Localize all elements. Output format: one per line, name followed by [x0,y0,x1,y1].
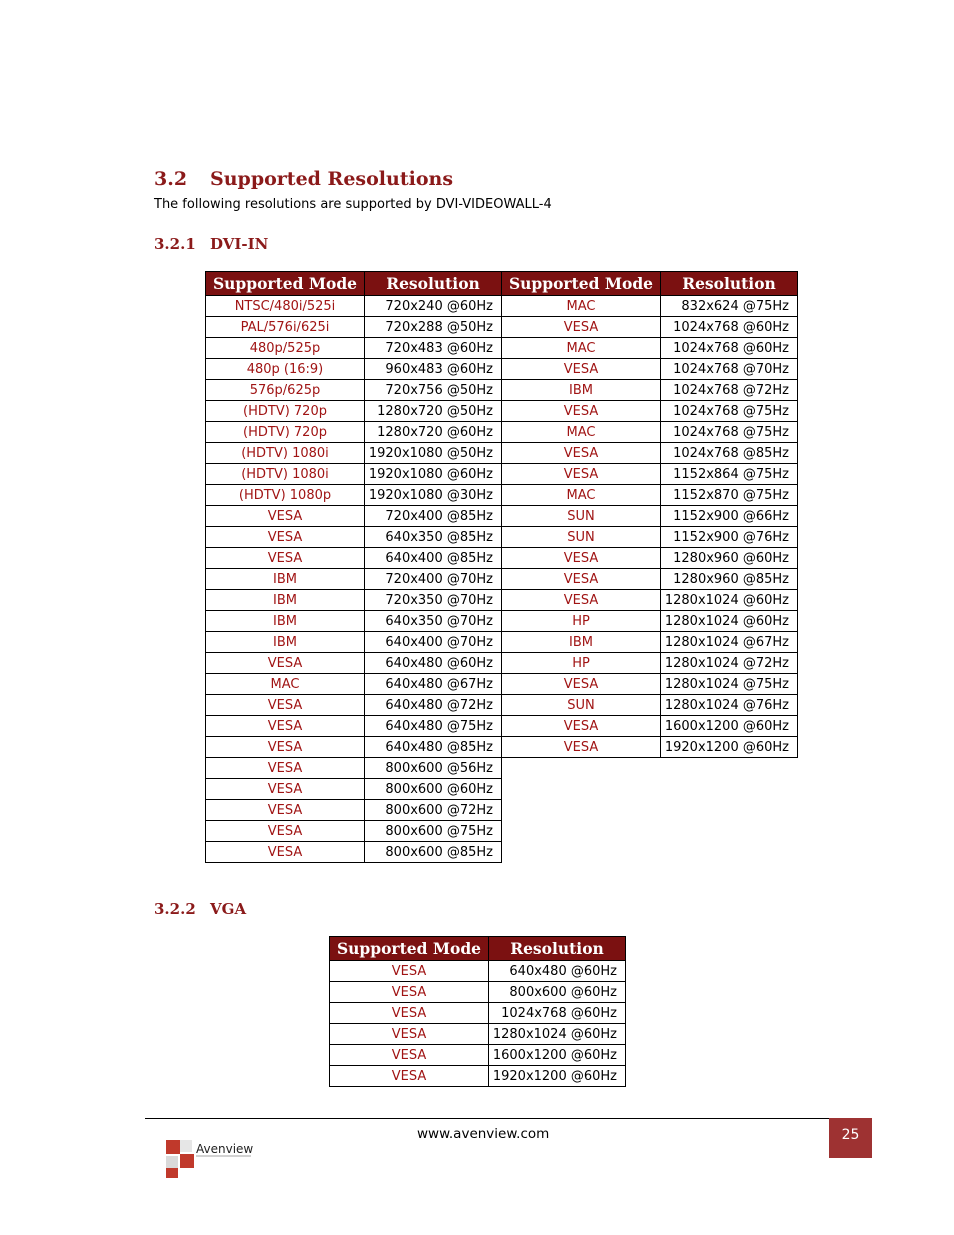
table-row [206,338,502,359]
mode-cell: IBM [206,632,365,653]
mode-cell: VESA [206,758,365,779]
table-row [502,380,798,401]
resolution-cell: 1600x1200 @60Hz [489,1045,626,1066]
mode-cell: VESA [502,548,661,569]
mode-cell: NTSC/480i/525i [206,296,365,317]
resolution-cell: 640x480 @67Hz [365,674,502,695]
resolution-cell: 800x600 @72Hz [365,800,502,821]
mode-cell: VESA [502,674,661,695]
mode-cell: VESA [330,1066,489,1087]
resolution-cell: 1024x768 @85Hz [661,443,798,464]
dvi-table-right [501,271,798,758]
resolution-cell: 1600x1200 @60Hz [661,716,798,737]
mode-cell: VESA [206,842,365,863]
mode-cell: VESA [330,961,489,982]
resolution-cell: 800x600 @60Hz [489,982,626,1003]
table-row [502,716,798,737]
mode-cell: MAC [502,422,661,443]
vga-number: 3.2.2 [154,900,196,918]
table-row [206,695,502,716]
resolution-cell: 640x400 @85Hz [365,548,502,569]
mode-cell: IBM [206,590,365,611]
mode-cell: VESA [206,653,365,674]
mode-cell: HP [502,653,661,674]
table-row [206,800,502,821]
dvi-table-left [205,271,502,863]
resolution-cell: 1152x864 @75Hz [661,464,798,485]
mode-cell: VESA [206,527,365,548]
resolution-cell: 1280x960 @60Hz [661,548,798,569]
mode-cell: VESA [502,464,661,485]
table-row [206,506,502,527]
header-resolution: Resolution [365,272,502,296]
table-row [502,737,798,758]
table-row [206,653,502,674]
table-row [206,632,502,653]
resolution-cell: 1920x1080 @60Hz [365,464,502,485]
mode-cell: MAC [502,296,661,317]
resolution-cell: 720x288 @50Hz [365,317,502,338]
mode-cell: VESA [206,716,365,737]
table-row [502,401,798,422]
table-row [206,296,502,317]
mode-cell: VESA [206,506,365,527]
table-row [206,401,502,422]
table-row [206,443,502,464]
mode-cell: MAC [502,338,661,359]
vga-title: VGA [210,900,247,918]
mode-cell: MAC [502,485,661,506]
table-row [502,359,798,380]
resolution-cell: 640x480 @85Hz [365,737,502,758]
table-row [206,821,502,842]
mode-cell: VESA [502,737,661,758]
mode-cell: VESA [206,737,365,758]
resolution-cell: 720x350 @70Hz [365,590,502,611]
mode-cell: VESA [330,1003,489,1024]
resolution-cell: 1280x1024 @60Hz [489,1024,626,1045]
table-row [502,296,798,317]
mode-cell: 576p/625p [206,380,365,401]
table-row [206,590,502,611]
footer-divider [145,1118,871,1119]
mode-cell: MAC [206,674,365,695]
mode-cell: IBM [502,380,661,401]
mode-cell: VESA [206,548,365,569]
header-supported-mode: Supported Mode [502,272,661,296]
page-number: 25 [829,1118,872,1158]
mode-cell: (HDTV) 1080i [206,464,365,485]
vga-table [329,936,626,1087]
resolution-cell: 640x350 @85Hz [365,527,502,548]
resolution-cell: 720x400 @70Hz [365,569,502,590]
section-title: Supported Resolutions [210,168,454,190]
table-row [502,527,798,548]
table-row [206,842,502,863]
resolution-cell: 1280x1024 @76Hz [661,695,798,716]
table-row [502,632,798,653]
resolution-cell: 1280x720 @50Hz [365,401,502,422]
table-row [502,338,798,359]
resolution-cell: 1280x720 @60Hz [365,422,502,443]
mode-cell: VESA [330,1024,489,1045]
table-row [330,961,626,982]
mode-cell: VESA [502,569,661,590]
mode-cell: IBM [206,569,365,590]
resolution-cell: 1152x900 @66Hz [661,506,798,527]
table-row [330,1024,626,1045]
mode-cell: VESA [206,821,365,842]
resolution-cell: 640x480 @60Hz [489,961,626,982]
resolution-cell: 1280x1024 @60Hz [661,590,798,611]
table-row [502,506,798,527]
resolution-cell: 1280x1024 @67Hz [661,632,798,653]
resolution-cell: 1024x768 @60Hz [661,317,798,338]
table-row [206,464,502,485]
resolution-cell: 1280x960 @85Hz [661,569,798,590]
resolution-cell: 640x350 @70Hz [365,611,502,632]
mode-cell: VESA [502,443,661,464]
resolution-cell: 832x624 @75Hz [661,296,798,317]
mode-cell: VESA [206,800,365,821]
mode-cell: 480p/525p [206,338,365,359]
table-row [206,548,502,569]
resolution-cell: 1024x768 @60Hz [661,338,798,359]
table-row [502,464,798,485]
resolution-cell: 720x400 @85Hz [365,506,502,527]
table-row [502,548,798,569]
table-row [502,674,798,695]
mode-cell: VESA [330,1045,489,1066]
mode-cell: (HDTV) 1080p [206,485,365,506]
intro-text: The following resolutions are supported by DVI-VIDEOWALL-4 [154,197,552,212]
mode-cell: SUN [502,695,661,716]
table-row [206,359,502,380]
mode-cell: SUN [502,506,661,527]
resolution-cell: 1920x1200 @60Hz [489,1066,626,1087]
resolution-cell: 1920x1080 @50Hz [365,443,502,464]
table-row [206,674,502,695]
mode-cell: HP [502,611,661,632]
resolution-cell: 800x600 @75Hz [365,821,502,842]
resolution-cell: 640x480 @75Hz [365,716,502,737]
resolution-cell: 1152x900 @76Hz [661,527,798,548]
table-row [502,485,798,506]
header-supported-mode: Supported Mode [330,937,489,961]
resolution-cell: 720x483 @60Hz [365,338,502,359]
table-row [330,982,626,1003]
logo-text: Avenview [196,1142,254,1156]
resolution-cell: 800x600 @60Hz [365,779,502,800]
mode-cell: SUN [502,527,661,548]
resolution-cell: 720x756 @50Hz [365,380,502,401]
resolution-cell: 1024x768 @72Hz [661,380,798,401]
section-heading [154,168,453,190]
table-row [502,590,798,611]
mode-cell: IBM [206,611,365,632]
table-row [502,653,798,674]
table-row [206,422,502,443]
resolution-cell: 640x400 @70Hz [365,632,502,653]
mode-cell: VESA [330,982,489,1003]
dvi-title: DVI-IN [210,235,269,253]
mode-cell: VESA [502,716,661,737]
resolution-cell: 1024x768 @60Hz [489,1003,626,1024]
table-row [206,380,502,401]
mode-cell: (HDTV) 720p [206,401,365,422]
mode-cell: VESA [502,317,661,338]
resolution-cell: 1920x1080 @30Hz [365,485,502,506]
resolution-cell: 800x600 @85Hz [365,842,502,863]
resolution-cell: 1920x1200 @60Hz [661,737,798,758]
mode-cell: VESA [502,401,661,422]
dvi-heading [154,235,268,253]
dvi-number: 3.2.1 [154,235,196,253]
table-row [206,758,502,779]
resolution-cell: 1280x1024 @72Hz [661,653,798,674]
mode-cell: IBM [502,632,661,653]
resolution-cell: 640x480 @72Hz [365,695,502,716]
resolution-cell: 800x600 @56Hz [365,758,502,779]
table-row [330,1045,626,1066]
resolution-cell: 1280x1024 @60Hz [661,611,798,632]
mode-cell: PAL/576i/625i [206,317,365,338]
resolution-cell: 1024x768 @70Hz [661,359,798,380]
vga-heading [154,900,246,918]
header-supported-mode: Supported Mode [206,272,365,296]
table-row [206,569,502,590]
header-resolution: Resolution [661,272,798,296]
table-row [330,1066,626,1087]
resolution-cell: 720x240 @60Hz [365,296,502,317]
resolution-cell: 1024x768 @75Hz [661,422,798,443]
table-row [502,695,798,716]
table-row [502,569,798,590]
table-row [206,485,502,506]
section-number: 3.2 [154,168,188,190]
mode-cell: (HDTV) 720p [206,422,365,443]
header-resolution: Resolution [489,937,626,961]
table-row [502,317,798,338]
mode-cell: VESA [206,779,365,800]
table-row [206,527,502,548]
table-row [502,422,798,443]
table-row [206,611,502,632]
table-row [502,443,798,464]
mode-cell: VESA [206,695,365,716]
table-row [206,716,502,737]
table-row [330,1003,626,1024]
footer-website: www.avenview.com [417,1126,550,1142]
table-row [206,317,502,338]
resolution-cell: 1280x1024 @75Hz [661,674,798,695]
resolution-cell: 1024x768 @75Hz [661,401,798,422]
mode-cell: 480p (16:9) [206,359,365,380]
table-row [206,737,502,758]
mode-cell: VESA [502,359,661,380]
resolution-cell: 960x483 @60Hz [365,359,502,380]
resolution-cell: 640x480 @60Hz [365,653,502,674]
table-row [502,611,798,632]
table-row [206,779,502,800]
mode-cell: VESA [502,590,661,611]
mode-cell: (HDTV) 1080i [206,443,365,464]
resolution-cell: 1152x870 @75Hz [661,485,798,506]
